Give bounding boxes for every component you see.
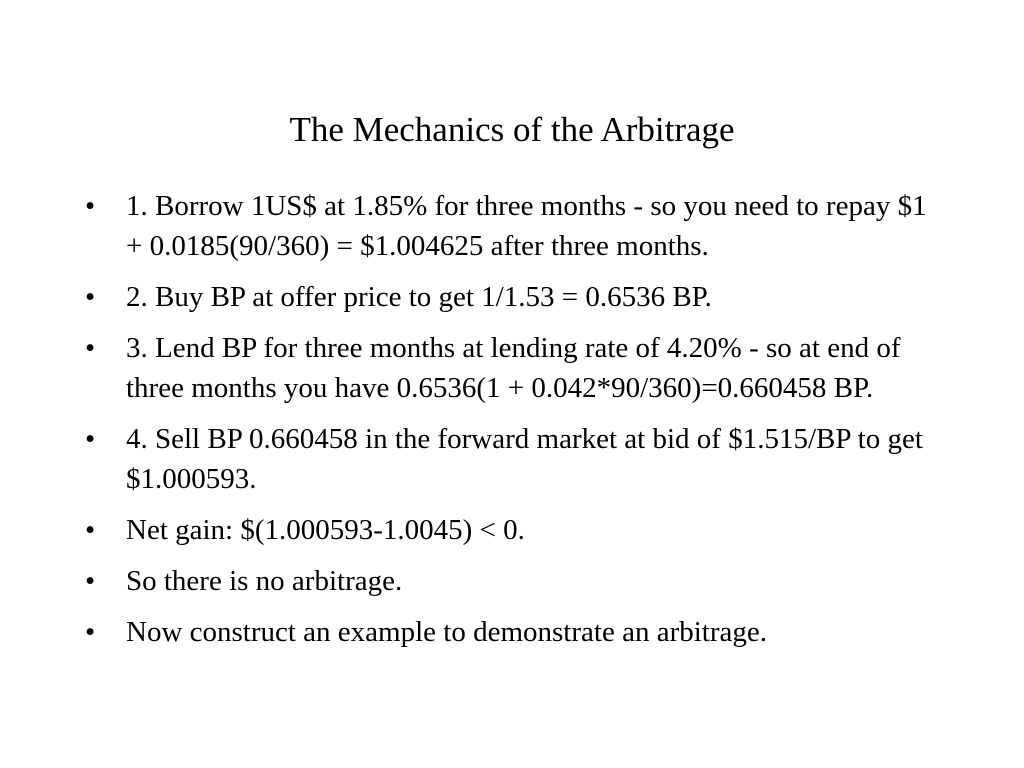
bullet-item-1 [85, 186, 935, 266]
bullet-item-6 [85, 561, 935, 601]
bullet-item-3 [85, 328, 935, 408]
bullet-icon: • [85, 423, 96, 455]
bullet-text: 2. Buy BP at offer price to get 1/1.53 = 0.6536 BP. [126, 281, 712, 313]
slide-title: The Mechanics of the Arbitrage [289, 110, 735, 149]
bullet-item-4 [85, 419, 935, 499]
bullet-icon: • [85, 565, 96, 597]
bullet-item-2 [85, 277, 935, 317]
bullet-icon: • [85, 514, 96, 546]
bullet-text: 1. Borrow 1US$ at 1.85% for three months - so you need to repay $1 + 0.0185(90/360) = $1.004625 after three months. [126, 190, 927, 262]
bullet-text: So there is no arbitrage. [126, 565, 403, 597]
bullet-item-5 [85, 510, 935, 550]
bullet-text: 4. Sell BP 0.660458 in the forward market at bid of $1.515/BP to get $1.000593. [126, 423, 923, 495]
bullet-item-7 [85, 612, 935, 652]
bullet-list [85, 186, 935, 663]
bullet-icon: • [85, 190, 96, 222]
bullet-text: 3. Lend BP for three months at lending rate of 4.20% - so at end of three months you have 0.6536(1 + 0.042*90/360)=0.660458 BP. [126, 332, 901, 404]
bullet-icon: • [85, 616, 96, 648]
bullet-icon: • [85, 281, 96, 313]
bullet-text: Net gain: $(1.000593-1.0045) < 0. [126, 514, 525, 546]
bullet-icon: • [85, 332, 96, 364]
bullet-text: Now construct an example to demonstrate an arbitrage. [126, 616, 767, 648]
